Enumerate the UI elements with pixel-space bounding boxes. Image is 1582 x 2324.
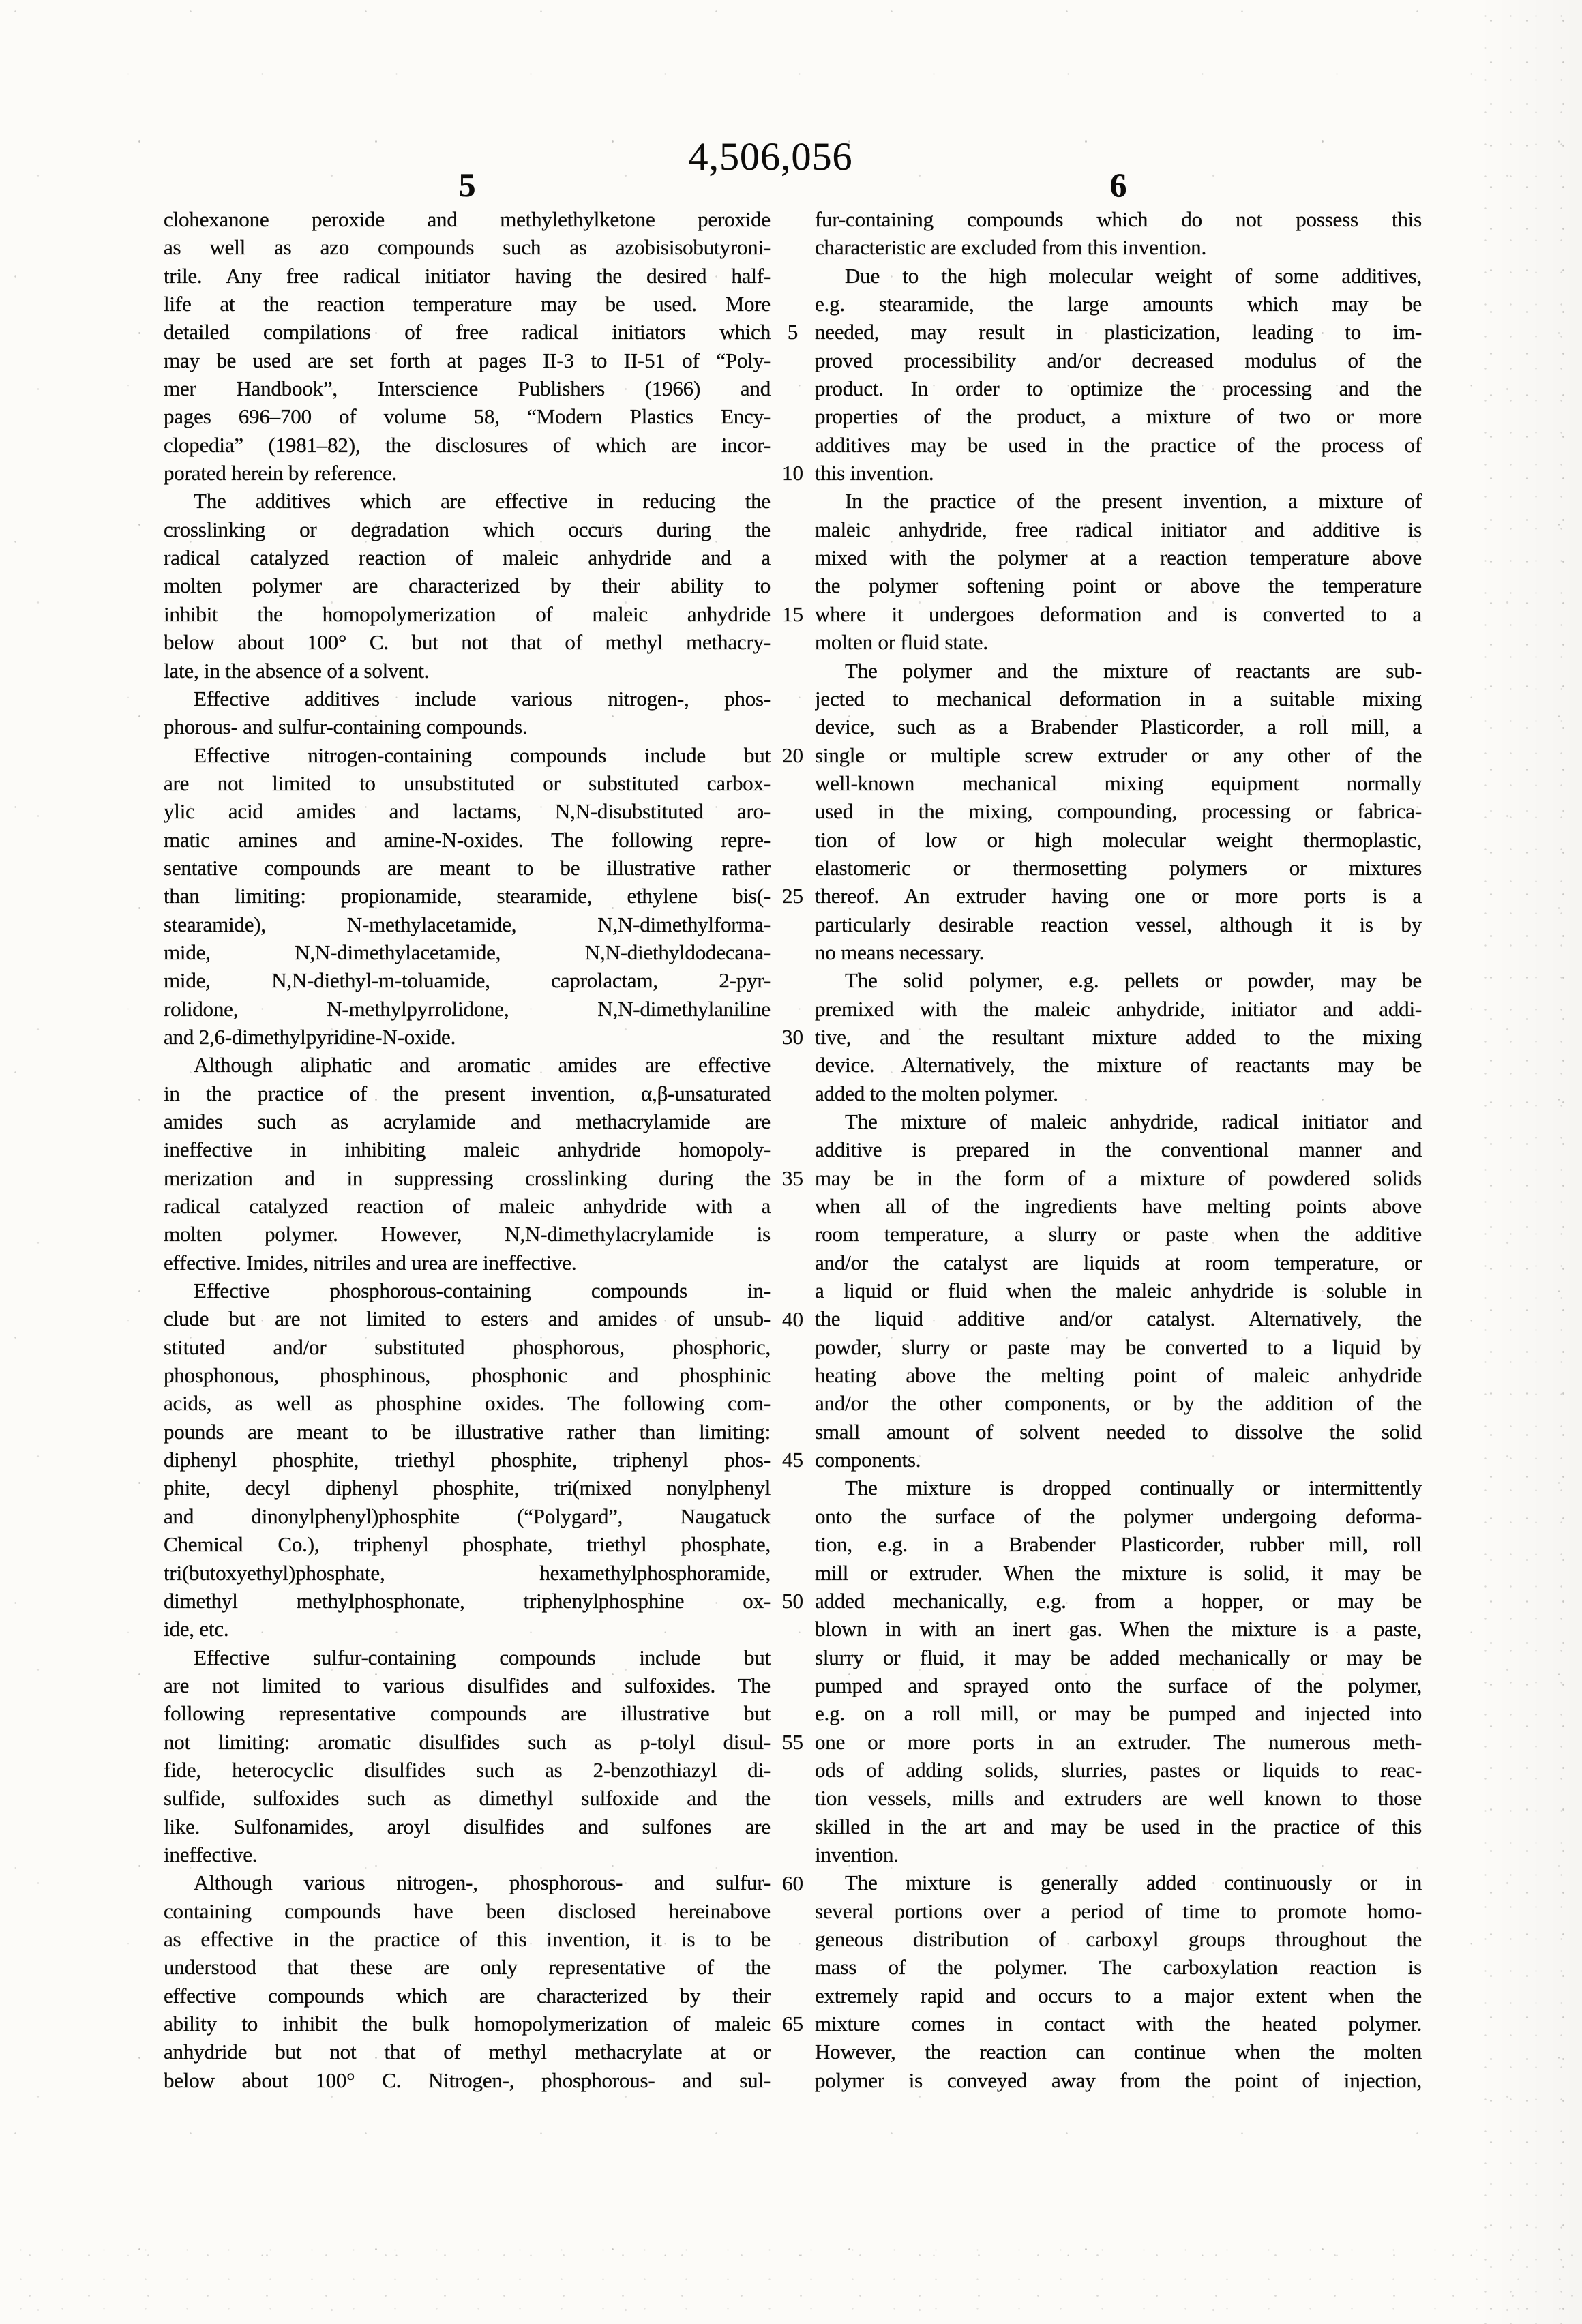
text-line: polymer is conveyed away from the point of injection,	[815, 2068, 1422, 2092]
text-line: small amount of solvent needed to dissolve the solid	[815, 1419, 1422, 1444]
text-line: The additives which are effective in reducing the	[194, 489, 771, 513]
text-line: molten polymer are characterized by their ability to	[164, 573, 771, 598]
text-line: single or multiple screw extruder or any other of the	[815, 743, 1422, 767]
text-line: e.g. on a roll mill, or may be pumped and injected into	[815, 1701, 1422, 1726]
text-line: clohexanone peroxide and methylethylketone peroxide	[164, 207, 771, 231]
text-line: tion vessels, mills and extruders are well known to those	[815, 1786, 1422, 1811]
text-line: may be used are set forth at pages II-3 to II-51 of “Poly-	[164, 348, 771, 372]
line-number: 55	[782, 1729, 803, 1754]
text-line: characteristic are excluded from this invention.	[815, 235, 1206, 260]
paragraph	[815, 1868, 1422, 2094]
paragraph	[164, 1277, 771, 1643]
text-line: several portions over a period of time to promote homo-	[815, 1898, 1422, 1923]
paragraph	[815, 1474, 1422, 1868]
gutter-line-numbers	[771, 205, 815, 2095]
text-line: not limiting: aromatic disulfides such as p-tolyl disul-	[164, 1729, 771, 1754]
line-number: 60	[782, 1871, 803, 1895]
text-line: following representative compounds are illustrative but	[164, 1701, 771, 1726]
text-line: mass of the polymer. The carboxylation reaction is	[815, 1955, 1422, 1980]
line-number: 35	[782, 1165, 803, 1190]
text-line: additive is prepared in the conventional manner and	[815, 1137, 1422, 1162]
text-line: jected to mechanical deformation in a suitable mixing	[815, 686, 1422, 711]
paragraph	[164, 1868, 771, 2094]
left-column-text	[164, 205, 771, 2094]
text-line: powder, slurry or paste may be converted to a liquid by	[815, 1335, 1422, 1359]
text-line: tive, and the resultant mixture added to the mixing	[815, 1024, 1422, 1049]
text-line: phite, decyl diphenyl phosphite, tri(mixed nonylphenyl	[164, 1476, 771, 1500]
paragraph	[815, 262, 1422, 488]
text-line: e.g. stearamide, the large amounts which may be	[815, 292, 1422, 316]
paragraph	[164, 685, 771, 741]
text-line: crosslinking or degradation which occurs during the	[164, 517, 771, 541]
text-line: the liquid additive and/or catalyst. Alternatively, the	[815, 1307, 1422, 1331]
text-line: may be in the form of a mixture of powdered solids	[815, 1165, 1422, 1190]
text-line: Effective additives include various nitrogen-, phos-	[194, 686, 771, 711]
text-line: maleic anhydride, free radical initiator and additive is	[815, 517, 1422, 541]
text-line: understood that these are only representative of the	[164, 1955, 771, 1980]
text-line: clopedia” (1981–82), the disclosures of which are incor-	[164, 432, 771, 457]
text-line: The mixture is dropped continually or intermittently	[845, 1476, 1422, 1500]
text-line: used in the mixing, compounding, processing or fabrica-	[815, 799, 1422, 824]
text-line: porated herein by reference.	[164, 461, 398, 486]
text-line: fur-containing compounds which do not possess this	[815, 207, 1422, 231]
paragraph	[815, 487, 1422, 656]
scan-edge-noise-bottom	[0, 2235, 1582, 2324]
text-line: The solid polymer, e.g. pellets or powder, may be	[845, 968, 1422, 993]
text-line: properties of the product, a mixture of two or more	[815, 404, 1422, 429]
text-line: merization and in suppressing crosslinking during the	[164, 1165, 771, 1190]
text-line: pounds are meant to be illustrative rather than limiting:	[164, 1419, 771, 1444]
text-line: rolidone, N-methylpyrrolidone, N,N-dimethylaniline	[164, 996, 771, 1021]
text-line: ineffective in inhibiting maleic anhydride homopoly-	[164, 1137, 771, 1162]
text-line: one or more ports in an extruder. The numerous meth-	[815, 1729, 1422, 1754]
paragraph	[815, 205, 1422, 262]
text-line: tri(butoxyethyl)phosphate, hexamethylphosphoramide,	[164, 1560, 771, 1585]
text-line: Chemical Co.), triphenyl phosphate, triethyl phosphate,	[164, 1532, 771, 1557]
text-line: where it undergoes deformation and is converted to a	[815, 601, 1422, 626]
line-number: 40	[782, 1307, 803, 1331]
text-line: Effective nitrogen-containing compounds include but	[194, 743, 771, 767]
text-line: ineffective.	[164, 1842, 258, 1866]
text-line: room temperature, a slurry or paste when the additive	[815, 1222, 1422, 1247]
text-line: well-known mechanical mixing equipment normally	[815, 771, 1422, 795]
text-line: skilled in the art and may be used in the practice of this	[815, 1814, 1422, 1838]
right-column-text	[815, 205, 1422, 2094]
line-number: 30	[782, 1025, 803, 1049]
text-line: premixed with the maleic anhydride, initiator and addi-	[815, 996, 1422, 1021]
text-line: sentative compounds are meant to be illustrative rather	[164, 855, 771, 880]
text-line: the polymer softening point or above the temperature	[815, 573, 1422, 598]
text-line: However, the reaction can continue when the molten	[815, 2040, 1422, 2064]
text-line: stituted and/or substituted phosphorous, phosphoric,	[164, 1335, 771, 1359]
text-line: no means necessary.	[815, 940, 985, 964]
text-line: The mixture of maleic anhydride, radical initiator and	[845, 1109, 1422, 1133]
patent-number: 4,506,056	[688, 134, 853, 179]
text-line: and dinonylphenyl)phosphite (“Polygard”, Naugatuck	[164, 1504, 771, 1528]
text-line: device, such as a Brabender Plasticorder, a roll mill, a	[815, 715, 1422, 739]
line-number: 45	[782, 1448, 803, 1472]
text-line: radical catalyzed reaction of maleic anhydride with a	[164, 1194, 771, 1219]
text-line: below about 100° C. Nitrogen-, phosphorous- and sul-	[164, 2068, 771, 2092]
text-line: elastomeric or thermosetting polymers or mixtures	[815, 855, 1422, 880]
line-number: 5	[787, 320, 799, 344]
text-line: are not limited to various disulfides and sulfoxides. The	[164, 1673, 771, 1697]
line-number: 50	[782, 1589, 803, 1613]
text-line: detailed compilations of free radical initiators which	[164, 320, 771, 344]
line-number: 20	[782, 743, 803, 767]
text-line: acids, as well as phosphine oxides. The following com-	[164, 1391, 771, 1416]
text-line: containing compounds have been disclosed hereinabove	[164, 1898, 771, 1923]
text-line: In the practice of the present invention, a mixture of	[845, 489, 1422, 513]
paragraph	[815, 1107, 1422, 1474]
text-line: ide, etc.	[164, 1617, 229, 1641]
text-line: diphenyl phosphite, triethyl phosphite, triphenyl phos-	[164, 1448, 771, 1472]
text-line: sulfide, sulfoxides such as dimethyl sulfoxide and the	[164, 1786, 771, 1811]
text-line: life at the reaction temperature may be used. More	[164, 292, 771, 316]
text-line: stearamide), N-methylacetamide, N,N-dimethylforma-	[164, 912, 771, 936]
text-line: pumped and sprayed onto the surface of the polymer,	[815, 1673, 1422, 1697]
text-line: mide, N,N-diethyl-m-toluamide, caprolactam, 2-pyr-	[164, 968, 771, 993]
text-line: when all of the ingredients have melting points above	[815, 1194, 1422, 1219]
paragraph	[164, 1051, 771, 1277]
text-line: onto the surface of the polymer undergoing deforma-	[815, 1504, 1422, 1528]
text-line: inhibit the homopolymerization of maleic anhydride	[164, 601, 771, 626]
text-line: mide, N,N-dimethylacetamide, N,N-diethyldodecana-	[164, 940, 771, 964]
paragraph	[815, 657, 1422, 967]
text-line: than limiting: propionamide, stearamide, ethylene bis(-	[164, 884, 771, 908]
text-line: and 2,6-dimethylpyridine-N-oxide.	[164, 1024, 456, 1049]
text-line: needed, may result in plasticization, leading to im-	[815, 320, 1422, 344]
line-number: 65	[782, 2012, 803, 2036]
text-line: thereof. An extruder having one or more ports is a	[815, 884, 1422, 908]
text-line: blown in with an inert gas. When the mixture is a paste,	[815, 1617, 1422, 1641]
paragraph	[164, 1643, 771, 1869]
scan-edge-noise-right	[1473, 0, 1582, 2324]
text-line: as effective in the practice of this invention, it is to be	[164, 1926, 771, 1951]
text-line: radical catalyzed reaction of maleic anhydride and a	[164, 546, 771, 570]
text-line: components.	[815, 1448, 921, 1472]
paragraph	[164, 205, 771, 487]
text-line: as well as azo compounds such as azobisisobutyroni-	[164, 235, 771, 260]
text-line: device. Alternatively, the mixture of reactants may be	[815, 1053, 1422, 1077]
text-line: heating above the melting point of maleic anhydride	[815, 1363, 1422, 1388]
text-line: molten polymer. However, N,N-dimethylacrylamide is	[164, 1222, 771, 1247]
text-line: geneous distribution of carboxyl groups throughout the	[815, 1926, 1422, 1951]
text-line: proved processibility and/or decreased modulus of the	[815, 348, 1422, 372]
text-line: The polymer and the mixture of reactants are sub-	[845, 658, 1422, 683]
text-line: pages 696–700 of volume 58, “Modern Plastics Ency-	[164, 404, 771, 429]
text-line: dimethyl methylphosphonate, triphenylphosphine ox-	[164, 1588, 771, 1613]
text-line: Although various nitrogen-, phosphorous- and sulfur-	[194, 1871, 771, 1895]
text-line: mill or extruder. When the mixture is solid, it may be	[815, 1560, 1422, 1585]
text-line: phorous- and sulfur-containing compounds.	[164, 715, 528, 739]
column-number-left: 5	[458, 166, 476, 204]
text-line: phosphonous, phosphinous, phosphonic and phosphinic	[164, 1363, 771, 1388]
text-line: amides such as acrylamide and methacrylamide are	[164, 1109, 771, 1133]
text-line: below about 100° C. but not that of methyl methacry-	[164, 630, 771, 655]
column-number-right: 6	[1109, 166, 1127, 204]
text-line: effective compounds which are characterized by their	[164, 1983, 771, 2008]
text-line: Although aliphatic and aromatic amides are effective	[194, 1053, 771, 1077]
line-number: 10	[782, 461, 803, 486]
text-line: matic amines and amine-N-oxides. The following repre-	[164, 827, 771, 852]
text-line: slurry or fluid, it may be added mechanically or may be	[815, 1645, 1422, 1669]
line-number: 15	[782, 601, 803, 626]
text-line: ylic acid amides and lactams, N,N-disubstituted aro-	[164, 799, 771, 824]
text-line: and/or the catalyst are liquids at room temperature, or	[815, 1250, 1422, 1275]
text-line: Effective phosphorous-containing compounds in-	[194, 1279, 771, 1303]
text-line: Due to the high molecular weight of some additives,	[845, 263, 1422, 288]
text-line: tion of low or high molecular weight thermoplastic,	[815, 827, 1422, 852]
text-line: like. Sulfonamides, aroyl disulfides and sulfones are	[164, 1814, 771, 1838]
text-line: in the practice of the present invention, α,β-unsaturated	[164, 1081, 771, 1105]
text-line: this invention.	[815, 461, 934, 486]
text-line: molten or fluid state.	[815, 630, 988, 655]
paragraph	[815, 966, 1422, 1107]
text-line: and/or the other components, or by the addition of the	[815, 1391, 1422, 1416]
text-line: anhydride but not that of methyl methacrylate at or	[164, 2040, 771, 2064]
text-line: extremely rapid and occurs to a major extent when the	[815, 1983, 1422, 2008]
text-line: added to the molten polymer.	[815, 1081, 1058, 1105]
text-line: invention.	[815, 1842, 899, 1866]
text-line: a liquid or fluid when the maleic anhydride is soluble in	[815, 1279, 1422, 1303]
text-line: are not limited to unsubstituted or substituted carbox-	[164, 771, 771, 795]
text-line: fide, heterocyclic disulfides such as 2-benzothiazyl di-	[164, 1757, 771, 1782]
text-line: added mechanically, e.g. from a hopper, or may be	[815, 1588, 1422, 1613]
text-line: mixed with the polymer at a reaction temperature above	[815, 546, 1422, 570]
text-line: Effective sulfur-containing compounds include but	[194, 1645, 771, 1669]
text-line: The mixture is generally added continuously or in	[845, 1871, 1422, 1895]
paragraph	[164, 487, 771, 684]
text-line: mixture comes in contact with the heated polymer.	[815, 2012, 1422, 2036]
text-line: clude but are not limited to esters and amides of unsub-	[164, 1307, 771, 1331]
text-line: tion, e.g. in a Brabender Plasticorder, rubber mill, roll	[815, 1532, 1422, 1557]
text-line: particularly desirable reaction vessel, although it is by	[815, 912, 1422, 936]
text-line: late, in the absence of a solvent.	[164, 658, 430, 683]
line-number: 25	[782, 884, 803, 908]
text-line: ability to inhibit the bulk homopolymerization of maleic	[164, 2012, 771, 2036]
text-line: product. In order to optimize the processing and the	[815, 376, 1422, 401]
text-line: effective. Imides, nitriles and urea are ineffective.	[164, 1250, 577, 1275]
text-line: ods of adding solids, slurries, pastes or liquids to reac-	[815, 1757, 1422, 1782]
text-line: mer Handbook”, Interscience Publishers (1966) and	[164, 376, 771, 401]
text-line: additives may be used in the practice of the process of	[815, 432, 1422, 457]
text-line: trile. Any free radical initiator having the desired half-	[164, 263, 771, 288]
paragraph	[164, 741, 771, 1052]
